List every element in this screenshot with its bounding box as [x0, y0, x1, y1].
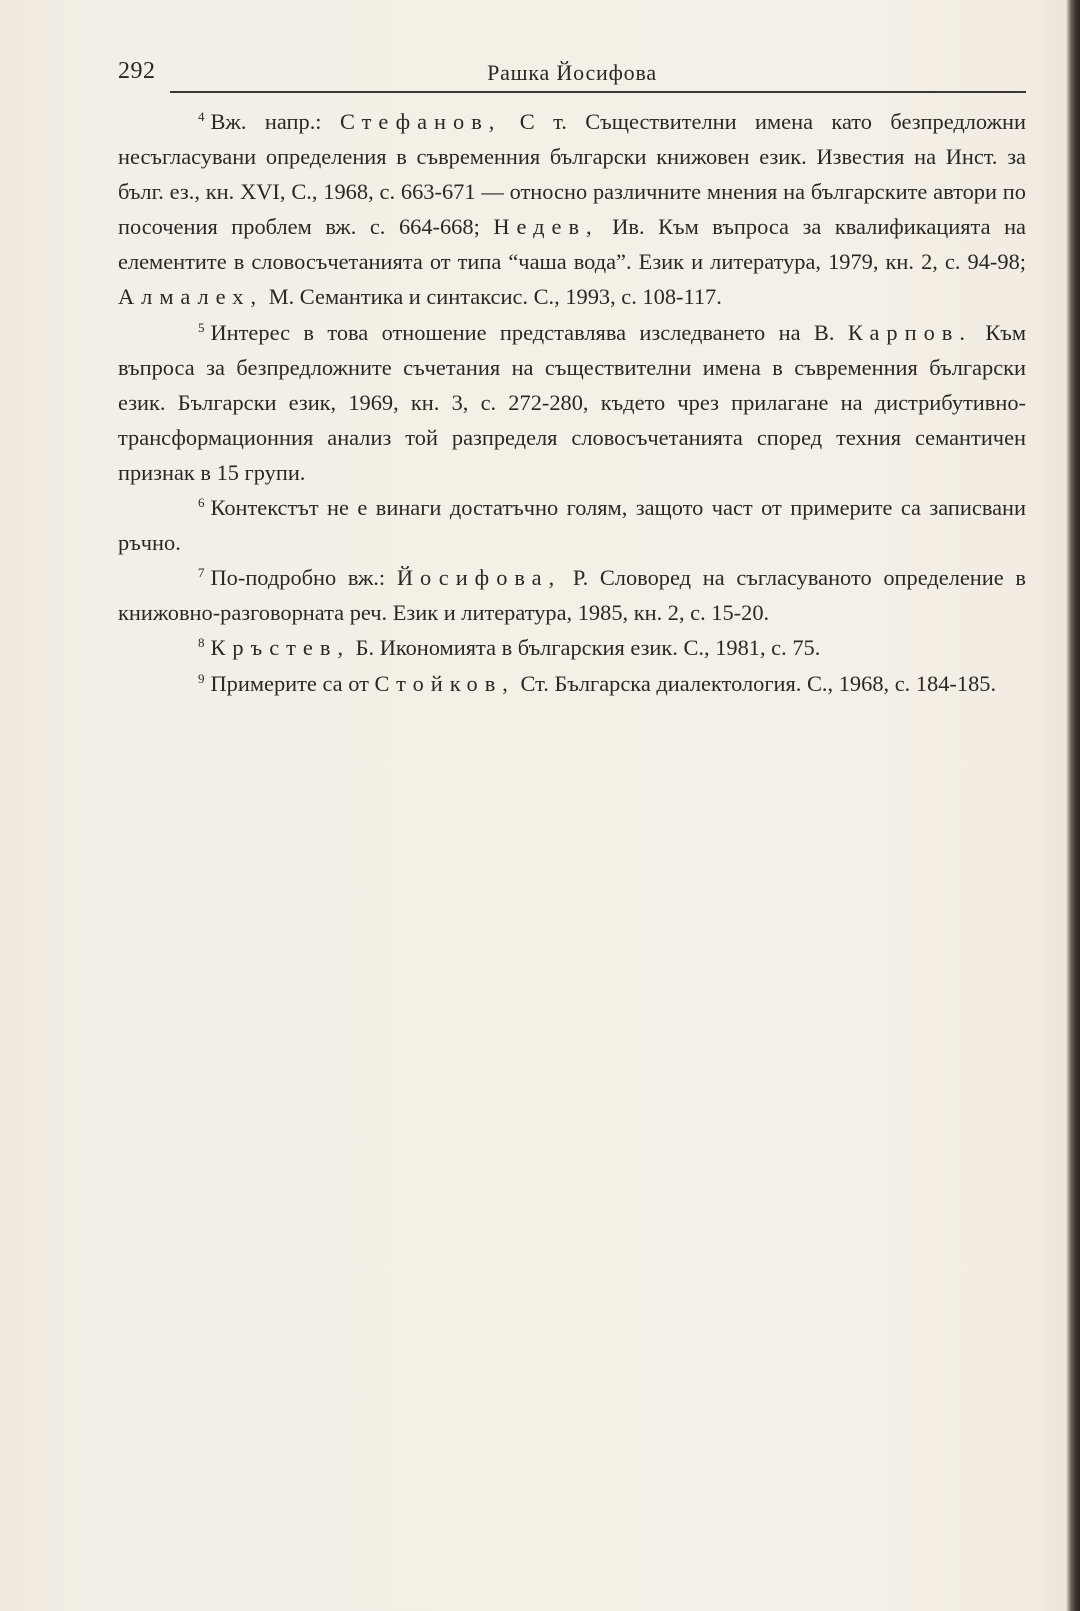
- footnote-text: По-подробно вж.:: [210, 565, 397, 591]
- footnote-text: Към въпроса за безпредложните съчетания на съществителни имена в съвременния български език. Български език, 1969, кн. 3, с. 272-280, където чрез прилагане на дистрибутивно-трансформационния анализ той разпределя словосъчетанията според техния семантичен признак в 15 групи.: [118, 319, 1026, 485]
- footnote-5: [118, 315, 1026, 490]
- author-name: Недев,: [493, 214, 599, 240]
- footnote-text: Р. Словоред на съгласуваното определение в книжовно-разговорната реч. Език и литература, 1985, кн. 2, с. 15-20.: [118, 565, 1026, 626]
- running-head: Рашка Йосифова: [487, 60, 657, 85]
- footnote-marker: 7: [198, 565, 205, 581]
- footnote-marker: 5: [198, 319, 205, 335]
- footnote-8: [118, 630, 1026, 665]
- author-name: Стойков,: [374, 670, 515, 696]
- footnote-text: М. Семантика и синтаксис. С., 1993, с. 108-117.: [263, 284, 722, 310]
- footnote-7: [118, 560, 1026, 630]
- page-header: [118, 56, 1026, 96]
- footnote-text: Б. Икономията в българския език. С., 1981, с. 75.: [350, 635, 821, 661]
- footnote-text: Примерите са от: [210, 670, 375, 696]
- author-name: Кръстев,: [210, 635, 351, 661]
- footnote-text: Ив. Към въпроса за квалификацията на елементите в словосъчетанията от типа “чаша вода”. Език и литература, 1979, кн. 2, с. 94-98;: [118, 214, 1026, 275]
- author-name: Стефанов,: [339, 109, 502, 134]
- footnote-text: Контекстът не е винаги достатъчно голям, защото част от примерите са записвани ръчно.: [118, 495, 1026, 556]
- footnote-marker: 8: [198, 635, 205, 651]
- author-name: Карпов.: [847, 319, 972, 345]
- footnote-6: [118, 490, 1026, 560]
- footnote-9: [118, 666, 1026, 701]
- book-binding-edge: [1066, 0, 1080, 1611]
- footnote-text: Ст. Българска диалектология. С., 1968, с. 184-185.: [514, 670, 997, 696]
- author-name: Йосифова,: [396, 565, 562, 591]
- author-name: Алмалех,: [118, 284, 264, 310]
- footnote-marker: 9: [198, 670, 205, 686]
- header-rule: [170, 91, 1026, 93]
- footnote-text: Интерес в това отношение представлява изследването на В.: [210, 319, 848, 345]
- footnote-text: С т. Съществителни имена като безпредложни несъгласувани определения в съвременния български книжовен език. Известия на Инст. за бълг. ез., кн. XVI, С., 1968, с. 663-671 — относно различните мнения на българските автори по посочения проблем вж. с. 664-668;: [118, 109, 1027, 240]
- page-number: 292: [118, 58, 156, 84]
- footnotes-section: [118, 104, 1026, 701]
- footnote-text: Вж. напр.:: [210, 109, 340, 134]
- footnote-4: [118, 104, 1026, 315]
- footnote-marker: 4: [198, 109, 205, 124]
- footnote-marker: 6: [198, 495, 205, 511]
